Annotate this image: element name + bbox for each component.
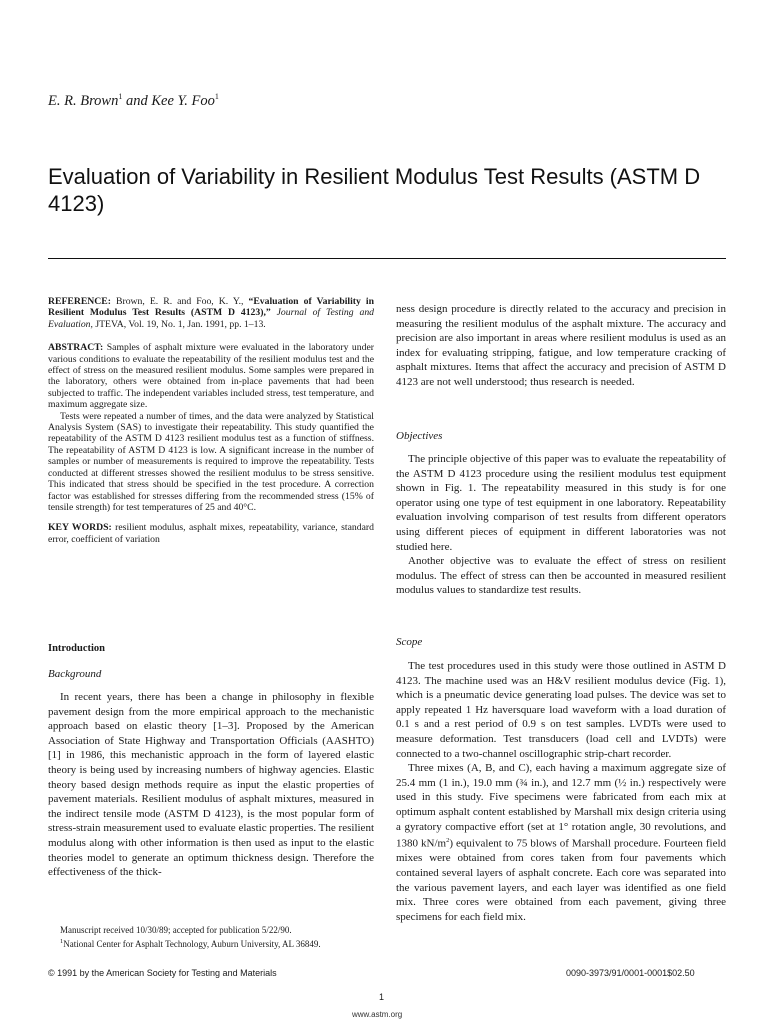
objectives-paragraph-1: The principle objective of this paper was to evaluate the repeatability of the ASTM D 4123 procedure using the resilient modulus test equipment shown in Fig. 1. The repeatability measured in this study is for one operator using one type of test equipment in one laboratory. Repeatability evaluation involving comparison of test results from different operators using different pieces of equipment in different laboratories was not studied here.	[396, 453, 726, 553]
footnote-affiliation-text: National Center for Asphalt Technology, Auburn University, AL 36849.	[63, 939, 321, 949]
copyright-notice: © 1991 by the American Society for Testing and Materials	[48, 968, 277, 978]
objectives-body	[396, 452, 726, 598]
author-2: Kee Y. Foo	[151, 92, 215, 109]
reference-label: REFERENCE:	[48, 296, 111, 307]
abstract-paragraph-2: Tests were repeated a number of times, and the data were analyzed by Statistical Analysis System (SAS) to investigate their repeatability. This study quantified the repeatability of the ASTM D 4123 resilient modulus test as a function of stiffness. The repeatability of ASTM D 4123 is low. A significant increase in the number of samples or number of measurements is required to improve the repeatability. Tests conducted at different stresses showed the resilient modulus to be stress sensitive. This indicated that stress should be specified in the test procedure. A correction factor was established for stresses differing from the recommended stress (15% of tensile strength) for test temperatures of 25 and 40°C.	[48, 410, 374, 513]
reference-title: “Evaluation of Variability in Resilient Modulus Test Results (ASTM D 4123),”	[48, 296, 374, 319]
right-column-top	[396, 302, 726, 390]
keywords-label: KEY WORDS:	[48, 522, 112, 534]
page-number: 1	[379, 992, 385, 1002]
author-conjunction: and	[122, 92, 152, 109]
author-line	[48, 92, 219, 110]
scope-heading: Scope	[396, 636, 423, 648]
reference-block	[48, 296, 374, 330]
introduction-paragraph: In recent years, there has been a change in philosophy in flexible pavement design from the more empirical approach to the mechanistic approach based on elastic theory [1–3]. Proposed by the American Association of State Highway and Transportation Officials (AASHTO) [1] in 1986, this mechanistic approach in the form of layered elastic theory is being used by increasing numbers of highway agencies. Elastic theory based design methods require as input the elastic properties of pavement materials. Resilient modulus of asphalt mixtures, measured in the indirect tensile mode (ASTM D 4123), is the most popular form of stress-strain measurement used to evaluate elastic properties. The resilient modulus along with other information is then used as input to the elastic theories model to generate an optimum thickness design. Therefore the effectiveness of the thick-	[48, 691, 374, 879]
footnotes	[48, 925, 374, 950]
keywords-text: resilient modulus, asphalt mixes, repeatability, variance, standard error, coefficient of variation	[48, 522, 374, 545]
author-1: E. R. Brown	[48, 92, 119, 109]
keywords-block	[48, 522, 374, 545]
abstract-label: ABSTRACT:	[48, 342, 104, 354]
paper-title: Evaluation of Variability in Resilient Modulus Test Results (ASTM D 4123)	[48, 164, 701, 216]
author-1-footnote-mark: 1	[118, 92, 123, 101]
reference-journal: Journal of Testing and Evaluation,	[48, 307, 375, 330]
scope-body	[396, 659, 726, 924]
introduction-body	[48, 690, 374, 880]
footnote-affiliation	[48, 936, 374, 950]
scope-paragraph-1: The test procedures used in this study were those outlined in ASTM D 4123. The machine used was an H&V resilient modulus device (Fig. 1), which is a pneumatic device generating load pulses. The device was set to apply repeated 1 Hz haversquare load waveform with a load duration of 0.1 s and a rest period of 0.9 s on test samples. LVDTs were used to measure deformation. Test transducers (load cell and LVDTs) were connected to a two-channel oscillographic strip-chart recorder.	[396, 660, 726, 760]
abstract-paragraph-1	[48, 342, 374, 410]
scope-paragraph-2-part-b: ) equivalent to 75 blows of Marshall procedure. Fourteen field mixes were obtained from cores taken from four pavements which contained several layers of asphalt concrete. Each core was separated into the various pavement layers, and each layer was identified as one field mix. Three cores were obtained from each pavement, giving three specimens for each field mix.	[396, 837, 727, 923]
background-subheading: Background	[48, 668, 102, 680]
scope-paragraph-2	[396, 761, 726, 924]
continued-paragraph: ness design procedure is directly related to the accuracy and precision in measuring the resilient modulus of the asphalt mixture. The accuracy and precision are also important in areas where resilient modulus is used as an index for evaluating stripping, fatigue, and low temperature cracking of asphalt mixtures. Items that affect the accuracy and precision of ASTM D 4123 are not well understood; thus research is needed.	[396, 303, 726, 388]
footnote-mark: 1	[60, 938, 64, 945]
title-divider	[48, 258, 726, 259]
objectives-paragraph-2: Another objective was to evaluate the effect of stress on resilient modulus. The effect of stress can then be accounted in measured resilient modulus values to standardize test results.	[396, 555, 726, 597]
article-code: 0090-3973/91/0001-0001$02.50	[566, 968, 695, 978]
reference-pre: Brown, E. R. and Foo, K. Y.,	[110, 296, 249, 307]
footnote-received: Manuscript received 10/30/89; accepted for publication 5/22/90.	[60, 925, 292, 935]
source-url: www.astm.org	[352, 1010, 403, 1019]
author-2-footnote-mark: 1	[214, 92, 219, 101]
abstract-text-1: Samples of asphalt mixture were evaluated in the laboratory under various conditions to evaluate the repeatability of the resilient modulus test and the effect of stress on the measured resilient modulus. Some samples were prepared in the laboratory, others were obtained from in-place pavements that had been subjected to traffic. The independent variables included stress, test temperature, and maximum aggregate size.	[48, 342, 374, 411]
scope-paragraph-2-part-a: Three mixes (A, B, and C), each having a maximum aggregate size of 25.4 mm (1 in.), 19.0 mm (¾ in.), and 12.7 mm (½ in.) respectively were used in this study. Five specimens were fabricated from each mix at optimum asphalt content established by Marshall mix design criteria using a gyratory compactive effort (set at 1° rotation angle, 30 revolutions, and 1380 kN/m	[396, 762, 726, 850]
objectives-heading: Objectives	[396, 430, 443, 442]
left-column-front-matter	[48, 296, 374, 545]
scope-superscript: 2	[446, 837, 450, 845]
reference-post: JTEVA, Vol. 19, No. 1, Jan. 1991, pp. 1–13.	[92, 318, 266, 330]
introduction-heading: Introduction	[48, 643, 105, 654]
